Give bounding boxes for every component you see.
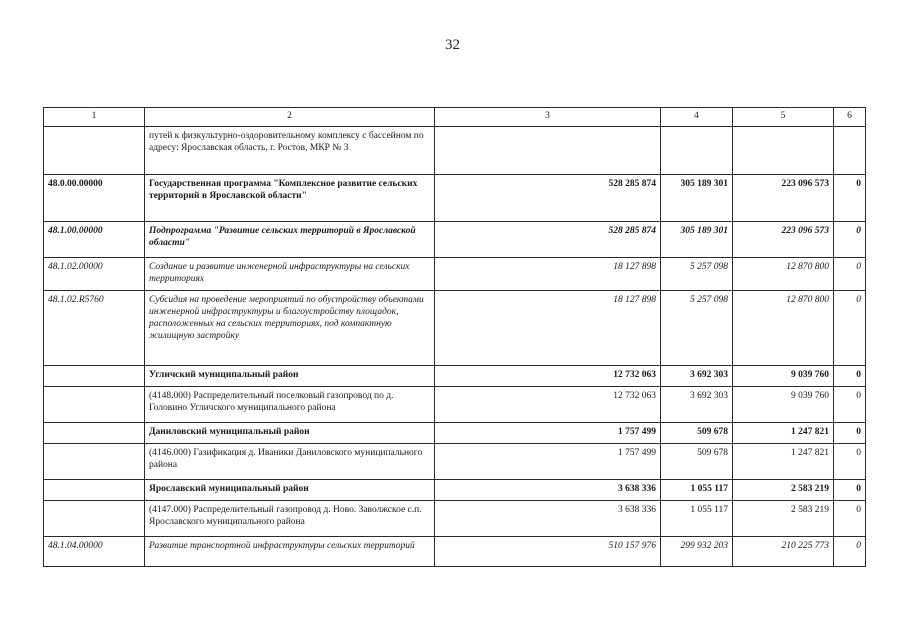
- row-code-cell: 48.0.00.00000: [44, 175, 145, 222]
- column-header: 5: [733, 108, 834, 127]
- row-federal-cell: 299 932 203: [661, 537, 733, 567]
- row-total-cell: 18 127 898: [435, 258, 661, 291]
- row-name-cell: (4148.000) Распределительный поселковый газопровод по д. Головино Угличского муниципального района: [145, 387, 435, 423]
- table-row: [44, 387, 866, 423]
- row-federal-cell: 3 692 303: [661, 387, 733, 423]
- table-row: [44, 501, 866, 537]
- row-federal-cell: 305 189 301: [661, 222, 733, 258]
- row-code-cell: 48.1.04.00000: [44, 537, 145, 567]
- row-regional-cell: 9 039 760: [733, 366, 834, 387]
- row-regional-cell: 223 096 573: [733, 222, 834, 258]
- row-name-cell: Ярославский муниципальный район: [145, 480, 435, 501]
- column-header: 1: [44, 108, 145, 127]
- row-name-cell: путей к физкультурно-оздоровительному комплексу с бассейном по адресу: Ярославская область, г. Ростов, МКР № 3: [145, 127, 435, 175]
- row-federal-cell: 1 055 117: [661, 501, 733, 537]
- column-header: 4: [661, 108, 733, 127]
- table-row: [44, 175, 866, 222]
- table-row: [44, 127, 866, 175]
- table-row: [44, 222, 866, 258]
- row-other-cell: [834, 127, 866, 175]
- row-regional-cell: 9 039 760: [733, 387, 834, 423]
- row-code-cell: [44, 444, 145, 480]
- row-name-cell: Создание и развитие инженерной инфраструктуры на сельских территориях: [145, 258, 435, 291]
- row-code-cell: [44, 366, 145, 387]
- page-number: 32: [445, 37, 460, 53]
- row-federal-cell: 509 678: [661, 423, 733, 444]
- row-total-cell: [435, 127, 661, 175]
- row-name-cell: Государственная программа "Комплексное развитие сельских территорий в Ярославской области": [145, 175, 435, 222]
- table-row: [44, 258, 866, 291]
- row-federal-cell: 5 257 098: [661, 258, 733, 291]
- table-row: [44, 366, 866, 387]
- row-total-cell: 510 157 976: [435, 537, 661, 567]
- row-code-cell: [44, 423, 145, 444]
- row-regional-cell: 223 096 573: [733, 175, 834, 222]
- row-regional-cell: 12 870 800: [733, 291, 834, 366]
- table-body: [44, 127, 866, 567]
- table-row: [44, 480, 866, 501]
- budget-table: [43, 107, 866, 567]
- row-federal-cell: 1 055 117: [661, 480, 733, 501]
- row-total-cell: 528 285 874: [435, 175, 661, 222]
- row-other-cell: 0: [834, 222, 866, 258]
- row-code-cell: 48.1.02.R5760: [44, 291, 145, 366]
- row-federal-cell: 5 257 098: [661, 291, 733, 366]
- column-header: 2: [145, 108, 435, 127]
- row-other-cell: 0: [834, 537, 866, 567]
- row-total-cell: 3 638 336: [435, 480, 661, 501]
- row-total-cell: 528 285 874: [435, 222, 661, 258]
- row-federal-cell: 509 678: [661, 444, 733, 480]
- row-regional-cell: 12 870 800: [733, 258, 834, 291]
- row-regional-cell: 2 583 219: [733, 501, 834, 537]
- row-other-cell: 0: [834, 423, 866, 444]
- row-code-cell: [44, 387, 145, 423]
- row-other-cell: 0: [834, 175, 866, 222]
- column-header: 6: [834, 108, 866, 127]
- row-code-cell: [44, 480, 145, 501]
- row-name-cell: (4147.000) Распределительный газопровод д. Ново. Заволжское с.п. Ярославского муниципального района: [145, 501, 435, 537]
- row-regional-cell: [733, 127, 834, 175]
- table-row: [44, 291, 866, 366]
- table-row: [44, 423, 866, 444]
- row-regional-cell: 210 225 773: [733, 537, 834, 567]
- table-row: [44, 444, 866, 480]
- row-code-cell: [44, 501, 145, 537]
- row-name-cell: (4146.000) Газификация д. Иваники Даниловского муниципального района: [145, 444, 435, 480]
- row-other-cell: 0: [834, 258, 866, 291]
- row-code-cell: 48.1.02.00000: [44, 258, 145, 291]
- row-name-cell: Угличский муниципальный район: [145, 366, 435, 387]
- row-regional-cell: 1 247 821: [733, 444, 834, 480]
- row-other-cell: 0: [834, 291, 866, 366]
- column-header: 3: [435, 108, 661, 127]
- row-other-cell: 0: [834, 444, 866, 480]
- row-name-cell: Подпрограмма "Развитие сельских территорий в Ярославской области": [145, 222, 435, 258]
- row-name-cell: Субсидия на проведение мероприятий по обустройству объектами инженерной инфраструктуры и благоустройству площадок, расположенных на сельских территориях, под компактную жилищную застройку: [145, 291, 435, 366]
- row-total-cell: 12 732 063: [435, 387, 661, 423]
- row-federal-cell: 3 692 303: [661, 366, 733, 387]
- row-federal-cell: 305 189 301: [661, 175, 733, 222]
- row-other-cell: 0: [834, 501, 866, 537]
- row-regional-cell: 1 247 821: [733, 423, 834, 444]
- table-header-row: [44, 108, 866, 127]
- table-row: [44, 537, 866, 567]
- row-code-cell: 48.1.00.00000: [44, 222, 145, 258]
- row-total-cell: 18 127 898: [435, 291, 661, 366]
- row-total-cell: 3 638 336: [435, 501, 661, 537]
- row-total-cell: 12 732 063: [435, 366, 661, 387]
- row-code-cell: [44, 127, 145, 175]
- row-other-cell: 0: [834, 366, 866, 387]
- row-total-cell: 1 757 499: [435, 444, 661, 480]
- row-other-cell: 0: [834, 480, 866, 501]
- row-regional-cell: 2 583 219: [733, 480, 834, 501]
- row-name-cell: Развитие транспортной инфраструктуры сельских территорий: [145, 537, 435, 567]
- row-federal-cell: [661, 127, 733, 175]
- row-name-cell: Даниловский муниципальный район: [145, 423, 435, 444]
- row-other-cell: 0: [834, 387, 866, 423]
- row-total-cell: 1 757 499: [435, 423, 661, 444]
